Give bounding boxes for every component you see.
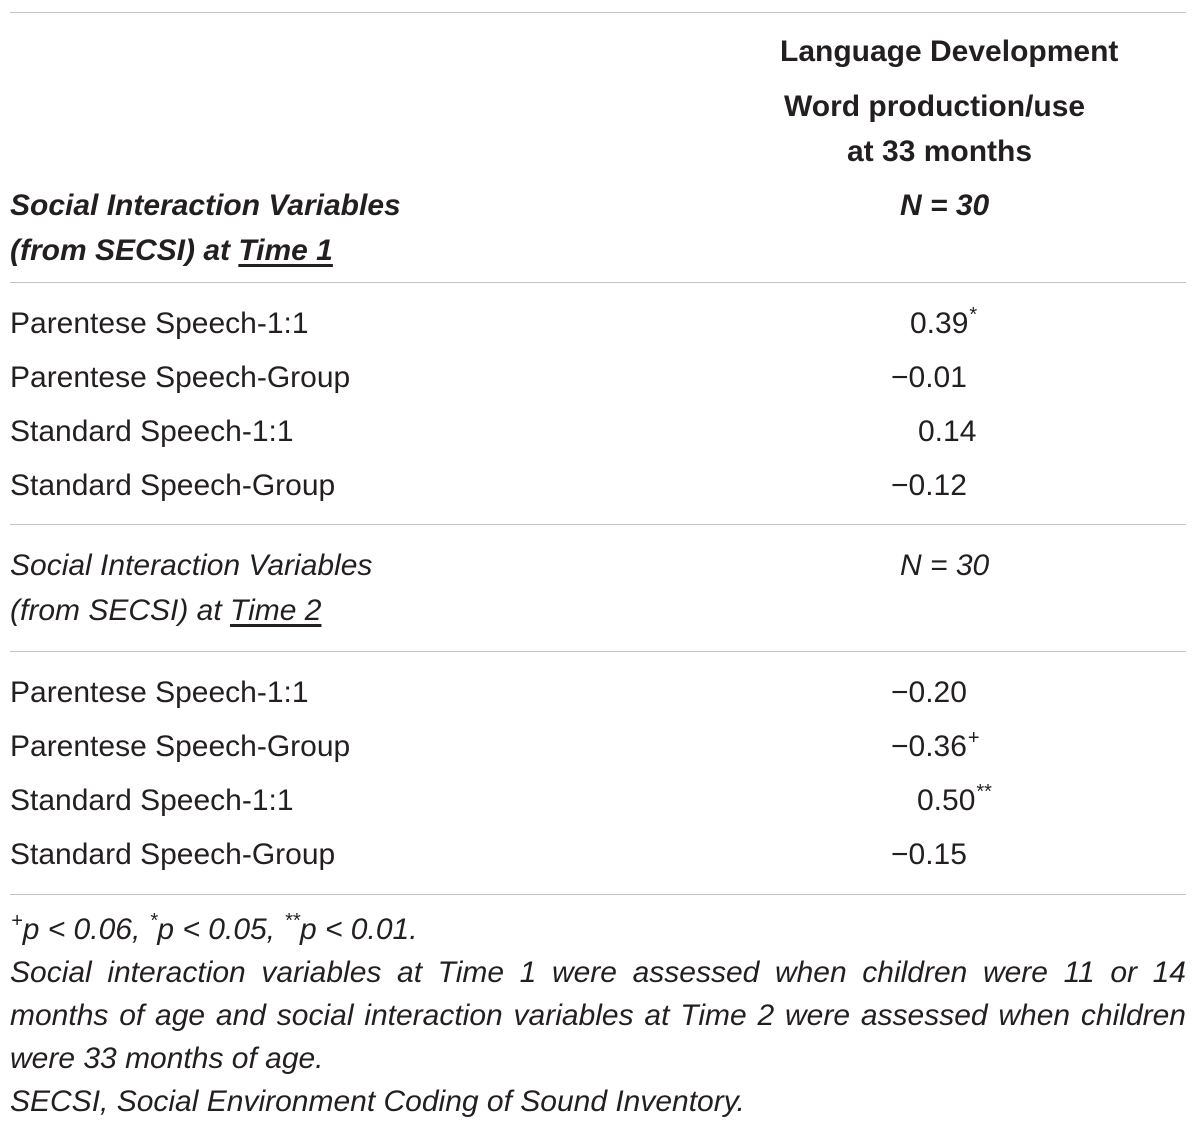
- column-subtitle-line1: Word production/use: [784, 90, 1086, 123]
- table-row-value: 0.50**: [917, 781, 992, 817]
- table-row-value: −0.15: [891, 838, 967, 871]
- table-row-label: Standard Speech-1:1: [10, 415, 294, 448]
- section2-n: N = 30: [900, 549, 990, 582]
- table-row-label: Standard Speech-Group: [10, 469, 336, 502]
- section-rule: [10, 651, 1186, 652]
- table-row-label: Parentese Speech-1:1: [10, 307, 309, 340]
- column-n: N = 30: [900, 189, 990, 222]
- row-header-time1-line1: Social Interaction Variables: [10, 189, 401, 222]
- table-row-label: Parentese Speech-Group: [10, 730, 351, 763]
- column-subtitle-line2: at 33 months: [847, 135, 1033, 168]
- table-row-value: 0.14: [918, 415, 977, 448]
- abbreviation-note: SECSI, Social Environment Coding of Sound Inventory.: [10, 1085, 745, 1118]
- table-row-label: Standard Speech-Group: [10, 838, 336, 871]
- table-row-value: −0.12: [891, 469, 967, 502]
- top-rule: [10, 12, 1186, 13]
- table-row-label: Parentese Speech-1:1: [10, 676, 309, 709]
- table-row-label: Standard Speech-1:1: [10, 784, 294, 817]
- column-title: Language Development: [780, 35, 1119, 68]
- row-header-time1-line2: (from SECSI) at Time 1: [10, 234, 333, 267]
- bottom-rule: [10, 894, 1186, 895]
- row-header-time2-line1: Social Interaction Variables: [10, 549, 373, 582]
- table-row-value: −0.01: [891, 361, 967, 394]
- row-header-time2-line2: (from SECSI) at Time 2: [10, 594, 322, 627]
- table-note: Social interaction variables at Time 1 were assessed when children were 11 or 14 months of age and social interaction variables at Time 2 were assessed when children were 33 months of age.: [10, 956, 1186, 1075]
- time2-label: Time 2: [230, 594, 322, 627]
- time1-label: Time 1: [238, 234, 333, 267]
- table-row-value: −0.36+: [891, 727, 980, 763]
- table-row-value: −0.20: [891, 676, 967, 709]
- section-rule: [10, 524, 1186, 525]
- table-row-value: 0.39*: [910, 304, 978, 340]
- table-row-label: Parentese Speech-Group: [10, 361, 351, 394]
- header-rule: [10, 282, 1186, 283]
- significance-footnote: +p < 0.06, *p < 0.05, **p < 0.01.: [11, 910, 418, 946]
